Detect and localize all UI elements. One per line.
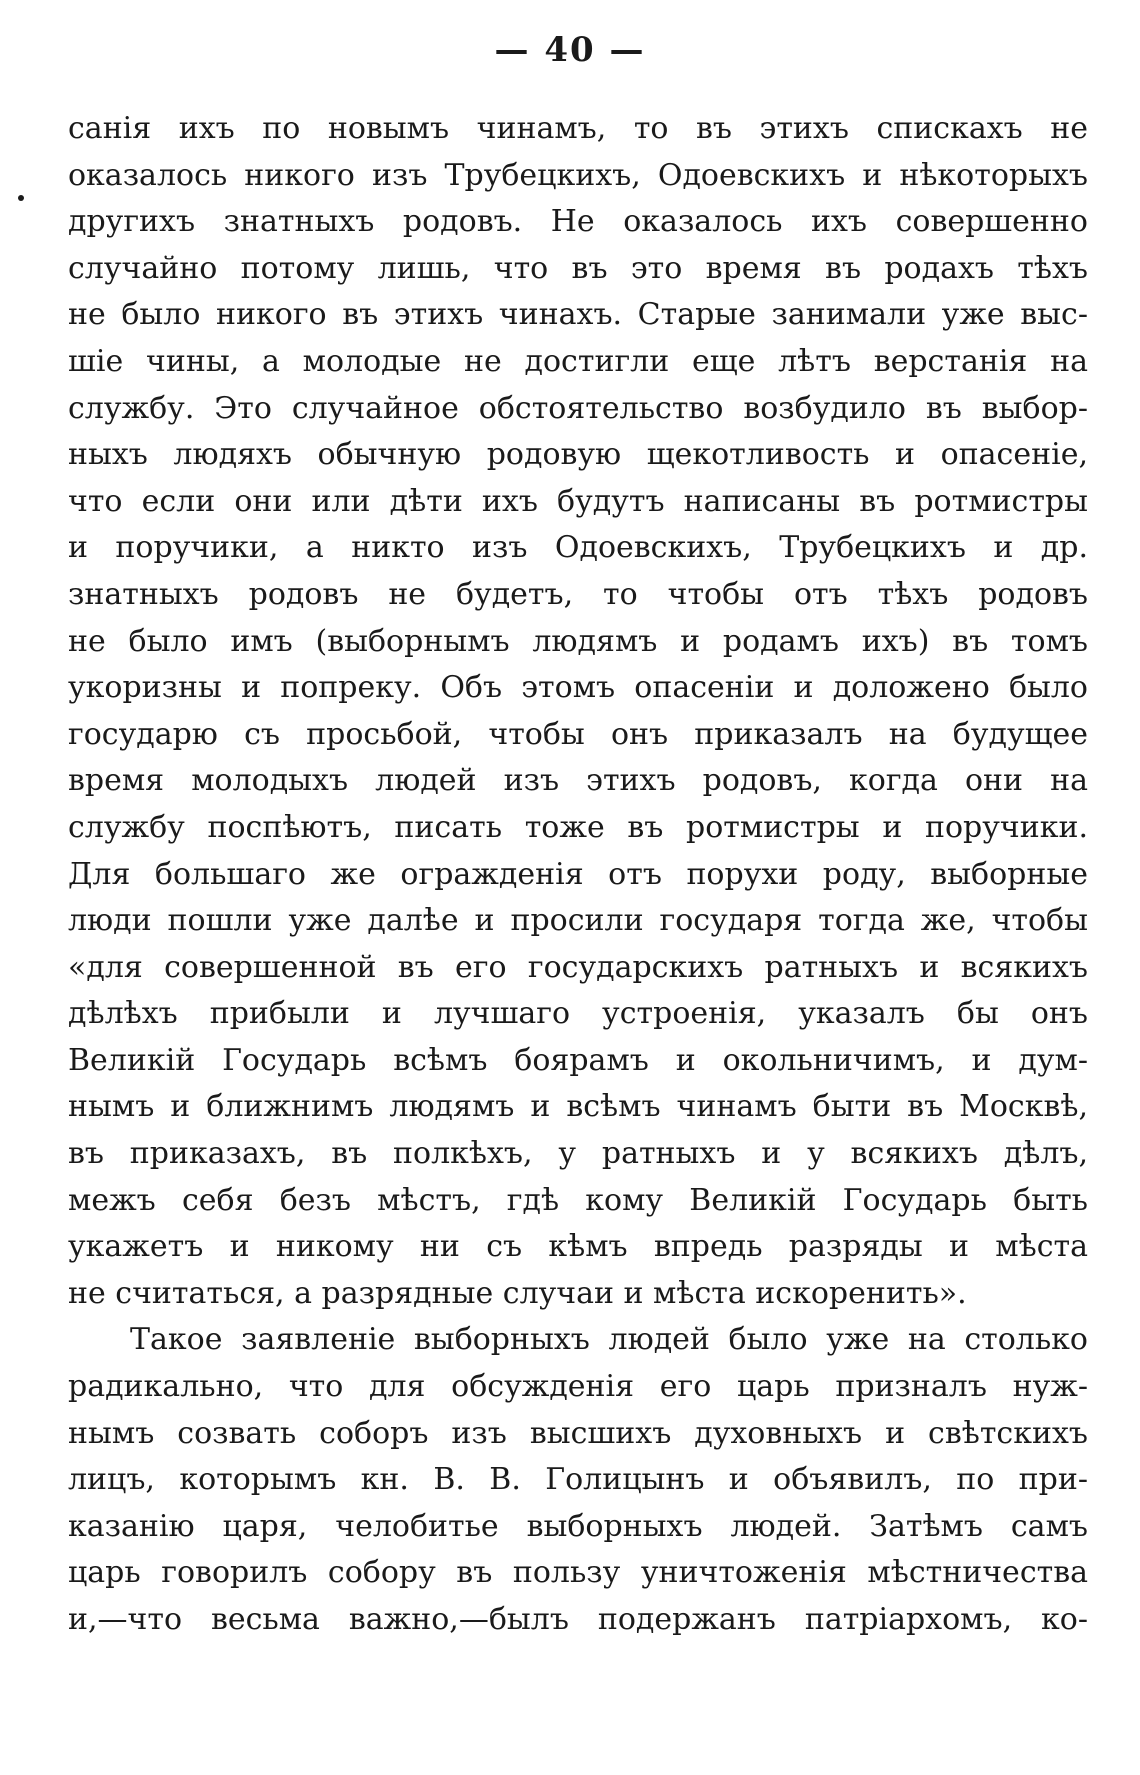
text-line: что если они или дѣти ихъ будутъ написаны въ ротмистры — [68, 483, 1088, 519]
text-line: ныхъ людяхъ обычную родовую щекотливость и опасеніе, — [68, 437, 1088, 473]
paragraph-first-line: Такое заявленіе выборныхъ людей было уже на столько — [130, 1322, 1088, 1358]
text-line: нымъ созвать соборъ изъ высшихъ духовныхъ и свѣтскихъ — [68, 1415, 1088, 1451]
text-line: службу. Это случайное обстоятельство возбудило въ выбор- — [68, 390, 1088, 426]
text-line: Для большаго же огражденія отъ порухи роду, выборные — [68, 856, 1088, 892]
text-line: и поручики, а никто изъ Одоевскихъ, Трубецкихъ и др. — [68, 530, 1088, 566]
text-line: Великій Государь всѣмъ боярамъ и окольничимъ, и дум- — [68, 1042, 1088, 1078]
text-line: не считаться, а разрядные случаи и мѣста искоренить». — [68, 1275, 967, 1311]
text-line: казанію царя, челобитье выборныхъ людей. Затѣмъ самъ — [68, 1508, 1088, 1544]
text-line: царь говорилъ собору въ пользу уничтоженія мѣстничества — [68, 1555, 1088, 1591]
text-line: другихъ знатныхъ родовъ. Не оказалось ихъ совершенно — [68, 204, 1088, 240]
text-line: укажетъ и никому ни съ кѣмъ впредь разряды и мѣста — [68, 1229, 1088, 1265]
text-line: лицъ, которымъ кн. В. В. Голицынъ и объявилъ, по при- — [68, 1462, 1088, 1498]
text-line: знатныхъ родовъ не будетъ, то чтобы отъ тѣхъ родовъ — [68, 576, 1088, 612]
text-line: санія ихъ по новымъ чинамъ, то въ этихъ спискахъ не — [68, 111, 1088, 146]
text-line: не было имъ (выборнымъ людямъ и родамъ ихъ) въ томъ — [68, 623, 1088, 659]
text-line: укоризны и попреку. Объ этомъ опасеніи и доложено было — [68, 670, 1088, 706]
page-number: — 40 — — [494, 30, 646, 70]
text-line: нымъ и ближнимъ людямъ и всѣмъ чинамъ быти въ Москвѣ, — [68, 1089, 1088, 1125]
text-line: и,—что весьма важно,—былъ подержанъ патріархомъ, ко- — [68, 1602, 1088, 1637]
text-line: въ приказахъ, въ полкѣхъ, у ратныхъ и у всякихъ дѣлъ, — [68, 1136, 1088, 1172]
body-text — [68, 106, 1088, 1644]
text-line: люди пошли уже далѣе и просили государя тогда же, чтобы — [68, 903, 1088, 939]
text-line: оказалось никого изъ Трубецкихъ, Одоевскихъ и нѣкоторыхъ — [68, 157, 1088, 193]
text-line: государю съ просьбой, чтобы онъ приказалъ на будущее — [68, 716, 1088, 752]
text-line: время молодыхъ людей изъ этихъ родовъ, когда они на — [68, 763, 1088, 799]
text-line: межъ себя безъ мѣстъ, гдѣ кому Великій Государь быть — [68, 1182, 1088, 1218]
text-line: случайно потому лишь, что въ это время въ родахъ тѣхъ — [68, 250, 1088, 286]
text-line: дѣлѣхъ прибыли и лучшаго устроенія, указалъ бы онъ — [68, 996, 1088, 1032]
text-line: не было никого въ этихъ чинахъ. Старые занимали уже выс- — [68, 297, 1088, 333]
margin-mark — [18, 195, 24, 201]
text-line: радикально, что для обсужденія его царь призналъ нуж- — [68, 1369, 1088, 1405]
text-line: «для совершенной въ его государскихъ ратныхъ и всякихъ — [68, 949, 1088, 985]
text-line: службу поспѣютъ, писать тоже въ ротмистры и поручики. — [68, 809, 1088, 845]
text-line: шіе чины, а молодые не достигли еще лѣтъ верстанія на — [68, 343, 1088, 379]
